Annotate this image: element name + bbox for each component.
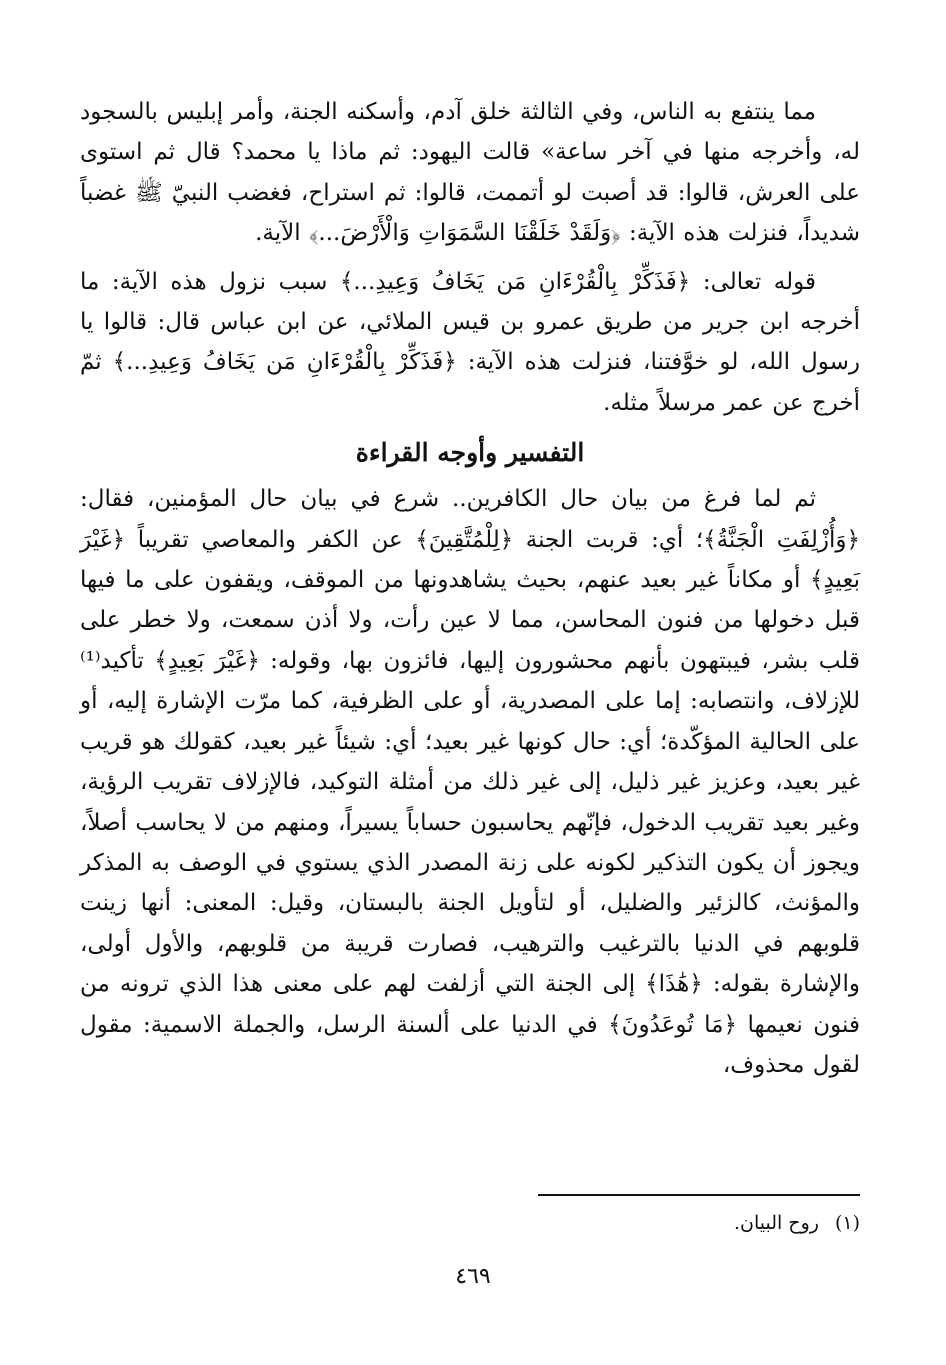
paragraph-3: ثم لما فرغ من بيان حال الكافرين.. شرع في بيان حال المؤمنين، فقال: ﴿وَأُزْلِفَتِ الْجَنَّةُ﴾؛ أي: قربت الجنة ﴿لِلْمُتَّقِينَ﴾ عن الكفر والمعاصي تقريباً ﴿غَيْرَ بَعِيدٍ﴾ أو مكاناً غير بعيد عنهم، بحيث يشاهدونها من الموقف، ويقفون على ما فيها قبل دخولها من فنون المحاسن، مما لا عين رأت، ولا أذن سمعت، ولا خطر على قلب بشر، فيبتهون بأنهم محشورون إليها، فائزون بها، وقوله: ﴿غَيْرَ بَعِيدٍ﴾ تأكيد⁽¹⁾ للإزلاف، وانتصابه: إما على المصدرية، أو على الظرفية، كما مرّت الإشارة إليه، أو على الحالية المؤكّدة؛ أي: حال كونها غير بعيد؛ أي: شيئاً غير بعيد، كقولك هو قريب غير بعيد، وعزيز غير ذليل، إلى غير ذلك من أمثلة التوكيد، فالإزلاف تقريب الرؤية، وغير بعيد تقريب الدخول، فإنّهم يحاسبون حساباً يسيراً، ومنهم من لا يحاسب أصلاً، ويجوز أن يكون التذكير لكونه على زنة المصدر الذي يستوي في الوصف به المذكر والمؤنث، كالزئير والضليل، أو لتأويل الجنة بالبستان، وقيل: المعنى: أنها زينت قلوبهم في الدنيا بالترغيب والترهيب، فصارت قريبة من قلوبهم، والأول أولى، والإشارة بقوله: ﴿هَٰذَا﴾ إلى الجنة التي أزلفت لهم على معنى هذا الذي ترونه من فنون نعيمها ﴿مَا تُوعَدُونَ﴾ في الدنيا على ألسنة الرسل، والجملة الاسمية: مقول لقول محذوف، — [80, 486, 860, 1078]
page-body — [80, 88, 860, 1085]
section-heading: التفسير وأوجه القراءة — [355, 438, 585, 468]
paragraph-1: مما ينتفع به الناس، وفي الثالثة خلق آدم، وأسكنه الجنة، وأمر إبليس بالسجود له، وأخرجه منها في آخر ساعة» قالت اليهود: ثم ماذا يا محمد؟ قال ثم استوى على العرش، قالوا: قد أصبت لو أتممت، قالوا: ثم استراح، فغضب النبيّ ﷺ غضباً شديداً، فنزلت هذه الآية: ﴿وَلَقَدْ خَلَقْنَا السَّمَوَاتِ وَالْأَرْضَ...﴾ الآية. — [80, 99, 860, 247]
paragraph-2: قوله تعالى: ﴿فَذَكِّرْ بِالْقُرْءَانِ مَن يَخَافُ وَعِيدِ...﴾ سبب نزول هذه الآية: ما أخرجه ابن جرير من طريق عمرو بن قيس الملائي، عن ابن عباس قال: قالوا يا رسول الله، لو خوَّفتنا، فنزلت هذه الآية: ﴿فَذَكِّرْ بِالْقُرْءَانِ مَن يَخَافُ وَعِيدِ...﴾ ثمّ أخرج عن عمر مرسلاً مثله. — [80, 268, 860, 416]
footnote-number: (١) — [834, 1212, 860, 1234]
footnote — [734, 1208, 860, 1238]
page-number: ٤٦٩ — [455, 1264, 491, 1289]
footnote-divider — [538, 1194, 860, 1196]
footnote-text: روح البيان. — [733, 1212, 819, 1234]
